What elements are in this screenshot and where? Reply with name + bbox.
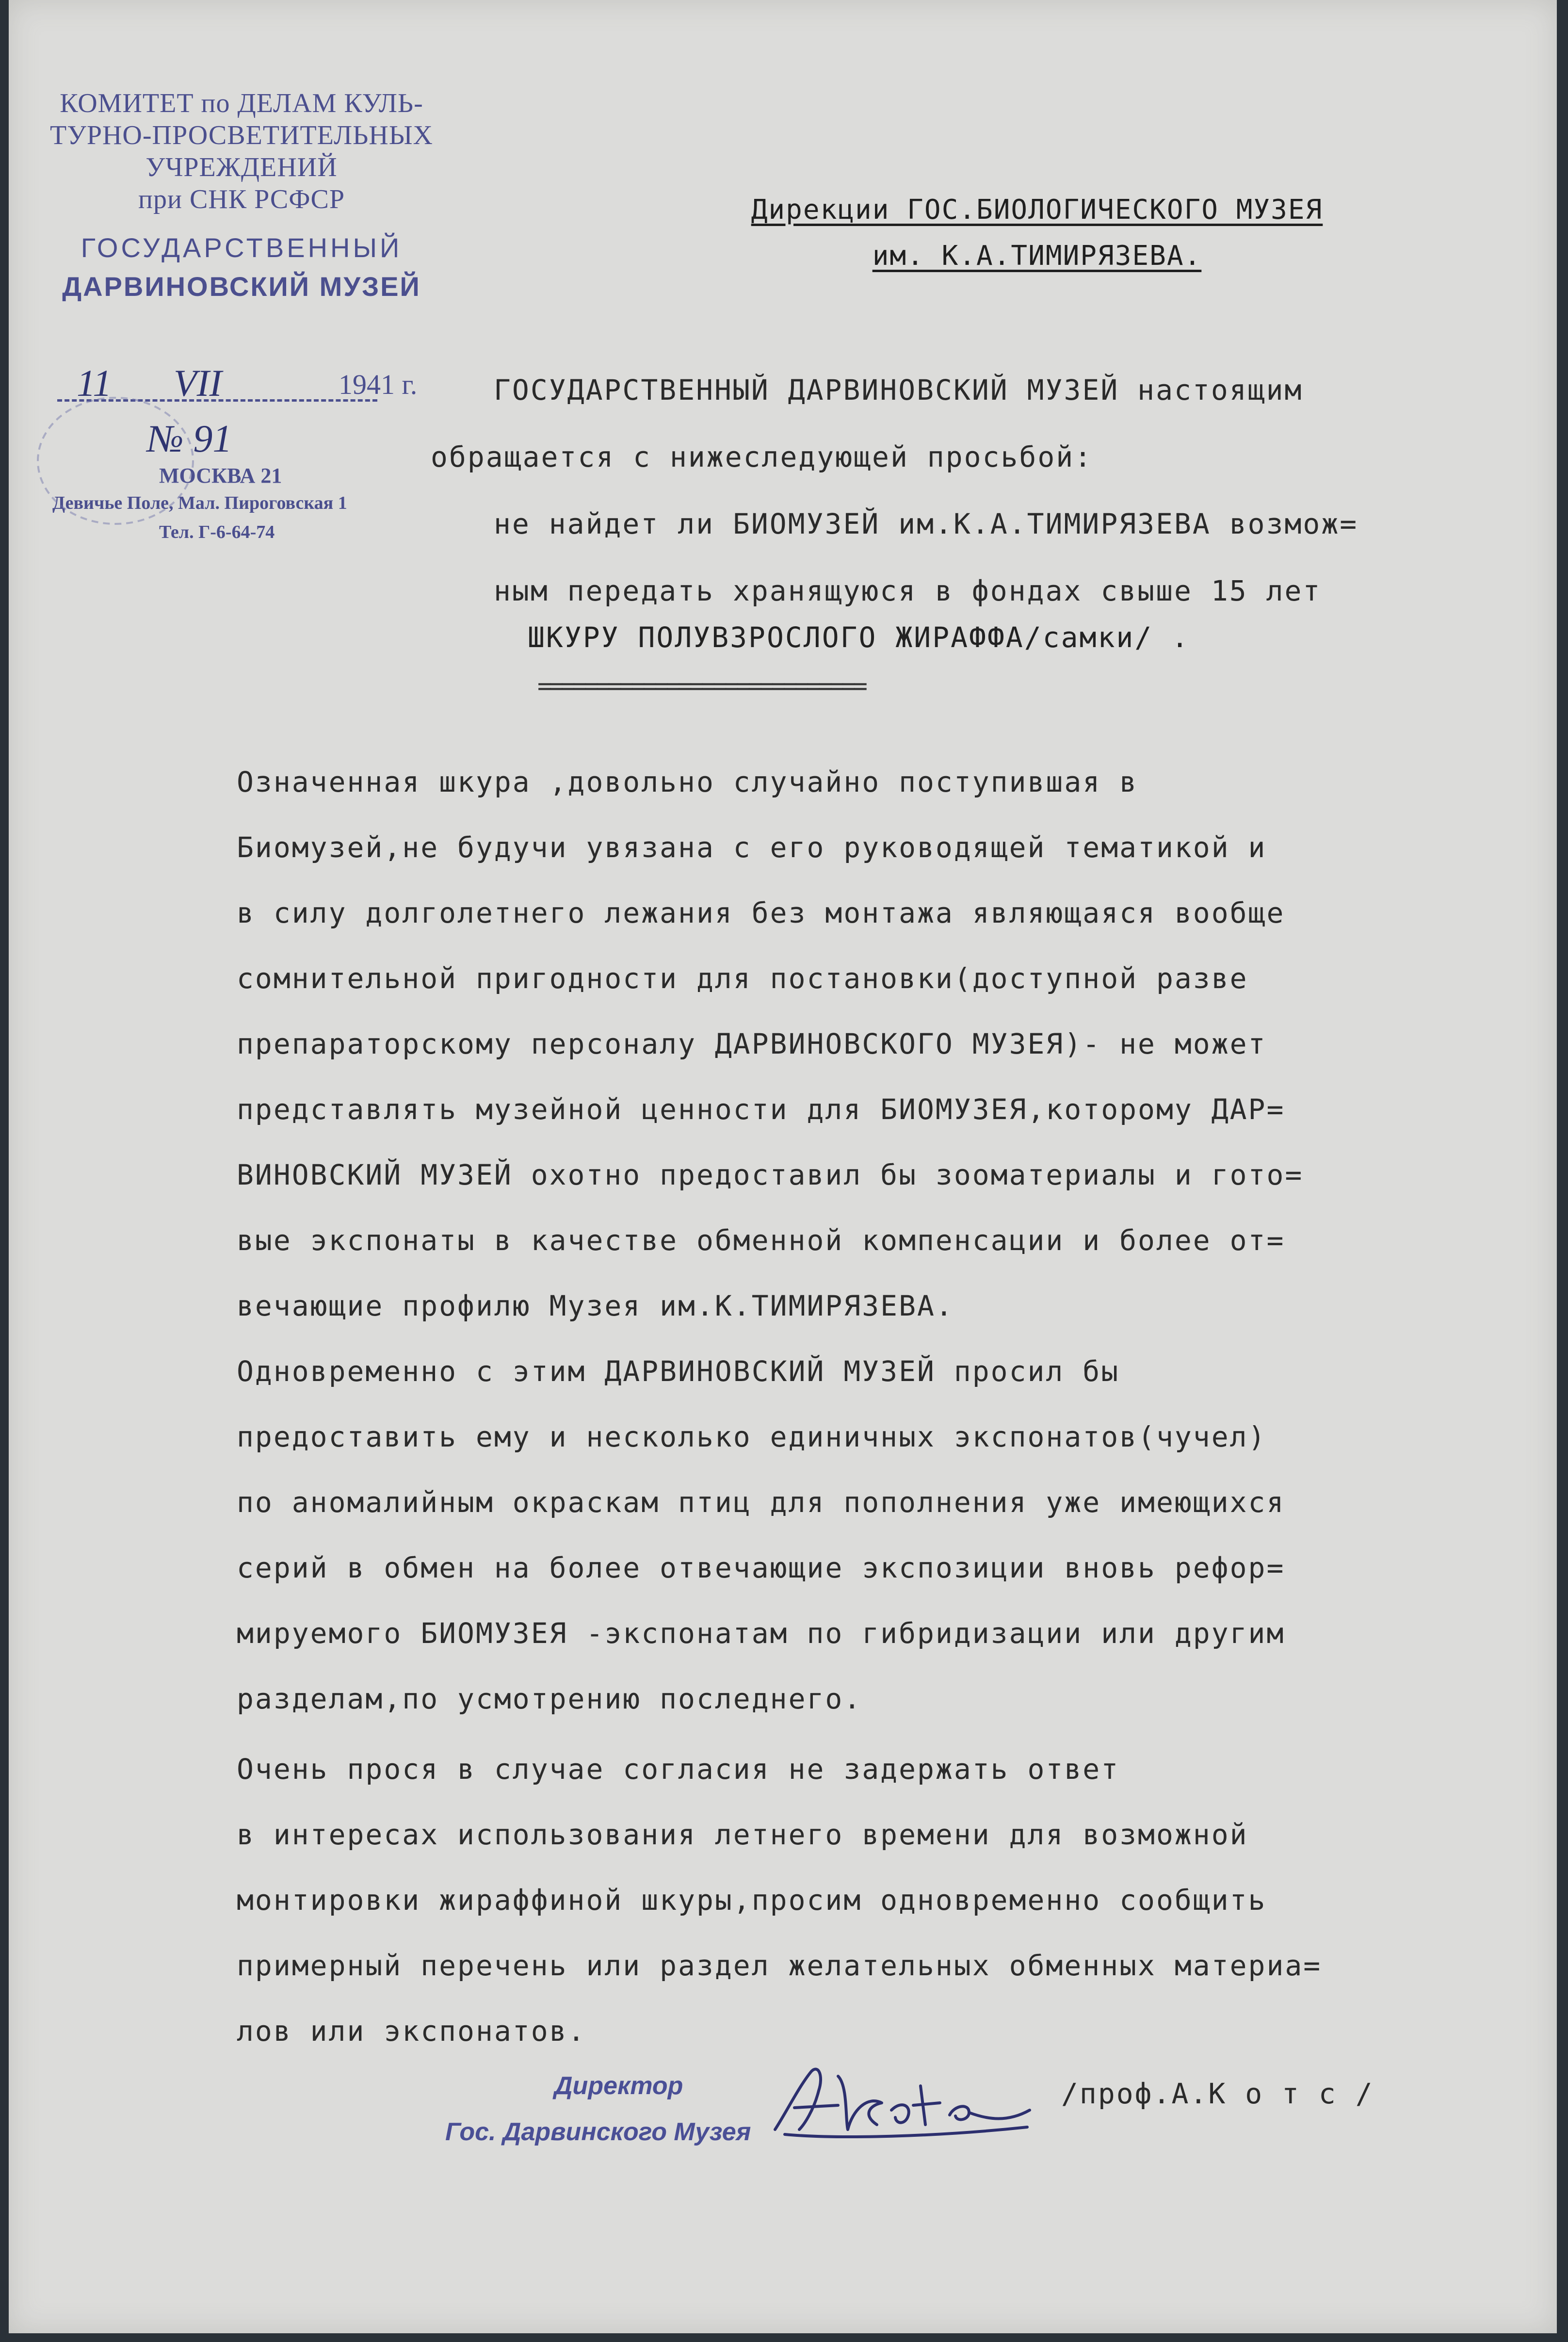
paragraph-shkura (237, 749, 1546, 1339)
body-line: лов или экспонатов. (237, 2015, 586, 2048)
body-line: разделам,по усмотрению последнего. (237, 1682, 862, 1715)
requested-item-heading: ШКУРУ ПОЛУВЗРОСЛОГО ЖИРАФФА/самки/ . (528, 621, 1190, 654)
body-line: предоставить ему и несколько единичных экспонатов(чучел) (237, 1420, 1267, 1453)
body-line: Одновременно с этим ДАРВИНОВСКИЙ МУЗЕЙ просил бы (237, 1355, 1120, 1388)
body-line: серий в обмен на более отвечающие экспозиции вновь рефор= (237, 1551, 1285, 1584)
body-line: в силу долголетнего лежания без монтажа являющаяся вообще (237, 896, 1285, 929)
body-line: препараторскому персоналу ДАРВИНОВСКОГО МУЗЕЯ)- не может (237, 1027, 1267, 1060)
stamp-number: № 91 (147, 418, 232, 460)
requested-item-rule: ============================ (537, 672, 865, 700)
addressee-line-1: Дирекции ГОС.БИОЛОГИЧЕСКОГО МУЗЕЯ (751, 194, 1323, 226)
body-line: в интересах использования летнего времени для возможной (237, 1818, 1248, 1851)
body-line: представлять музейной ценности для БИОМУЗЕЯ,которому ДАР= (237, 1093, 1285, 1126)
body-line: вые экспонаты в качестве обменной компенсации и более от= (237, 1224, 1285, 1257)
stamp-line-committee: КОМИТЕТ по ДЕЛАМ КУЛЬ- (60, 88, 423, 118)
signature-typed-name: /проф.А.К о т с / (1061, 2077, 1374, 2110)
body-line: Означенная шкура ,довольно случайно поступившая в (237, 765, 1138, 798)
body-line: сомнительной пригодности для постановки(доступной разве (237, 962, 1248, 995)
stamp-line-snk: при СНК РСФСР (138, 184, 345, 214)
intro-line: обращается с нижеследующей просьбой: (431, 440, 1093, 473)
paragraph-exhibits (237, 1339, 1546, 1732)
body-line: ВИНОВСКИЙ МУЗЕЙ охотно предоставил бы зооматериалы и гото= (237, 1158, 1304, 1191)
institution-stamp (28, 87, 455, 303)
body-line: примерный перечень или раздел желательных обменных материа= (237, 1949, 1322, 1982)
body-line: мируемого БИОМУЗЕЯ -экспонатам по гибридизации или другим (237, 1617, 1285, 1650)
intro-line: ным передать хранящуюся в фондах свыше 15 лет (494, 574, 1322, 607)
stamp-date-day: 11 (77, 362, 112, 404)
stamp-line-museum: ДАРВИНОВСКИЙ МУЗЕЙ (62, 271, 421, 302)
stamp-line-cultural: ТУРНО-ПРОСВЕТИТЕЛЬНЫХ (49, 120, 433, 150)
paragraph-request-reply (237, 1737, 1546, 2064)
handwritten-signature-icon (765, 2057, 1037, 2149)
body-line: вечающие профилю Музея им.К.ТИМИРЯЗЕВА. (237, 1289, 954, 1322)
stamp-date-month: VII (174, 362, 222, 404)
stamp-phone: Тел. Г-6-64-74 (159, 522, 275, 542)
intro-line: ГОСУДАРСТВЕННЫЙ ДАРВИНОВСКИЙ МУЗЕЙ настоящим (494, 374, 1303, 407)
body-line: Биомузей,не будучи увязана с его руководящей тематикой и (237, 831, 1267, 864)
body-line: монтировки жираффиной шкуры,просим одновременно сообщить (237, 1884, 1267, 1917)
body-line: Очень прося в случае согласия не задержать ответ (237, 1753, 1120, 1786)
intro-paragraph (431, 357, 1358, 624)
stamp-address: Девичье Поле, Мал. Пироговская 1 (52, 493, 347, 513)
stamp-city: МОСКВА 21 (159, 464, 282, 488)
body-line: по аномалийным окраскам птиц для пополнения уже имеющихся (237, 1486, 1285, 1519)
signature-stamp-museum: Гос. Дарвинского Музея (445, 2118, 751, 2146)
signature-block (436, 2066, 1503, 2183)
signature-stamp-title: Директор (554, 2072, 683, 2100)
faded-seal-icon (28, 388, 203, 534)
stamp-line-state: ГОСУДАРСТВЕННЫЙ (81, 232, 403, 263)
stamp-date-year: 1941 г. (339, 369, 418, 400)
letter-page (9, 0, 1557, 2333)
stamp-line-institutions: УЧРЕЖДЕНИЙ (145, 152, 338, 182)
addressee-block (649, 187, 1425, 279)
intro-line: не найдет ли БИОМУЗЕЙ им.К.А.ТИМИРЯЗЕВА возмож= (494, 507, 1358, 540)
addressee-line-2: им. К.А.ТИМИРЯЗЕВА. (872, 240, 1202, 272)
